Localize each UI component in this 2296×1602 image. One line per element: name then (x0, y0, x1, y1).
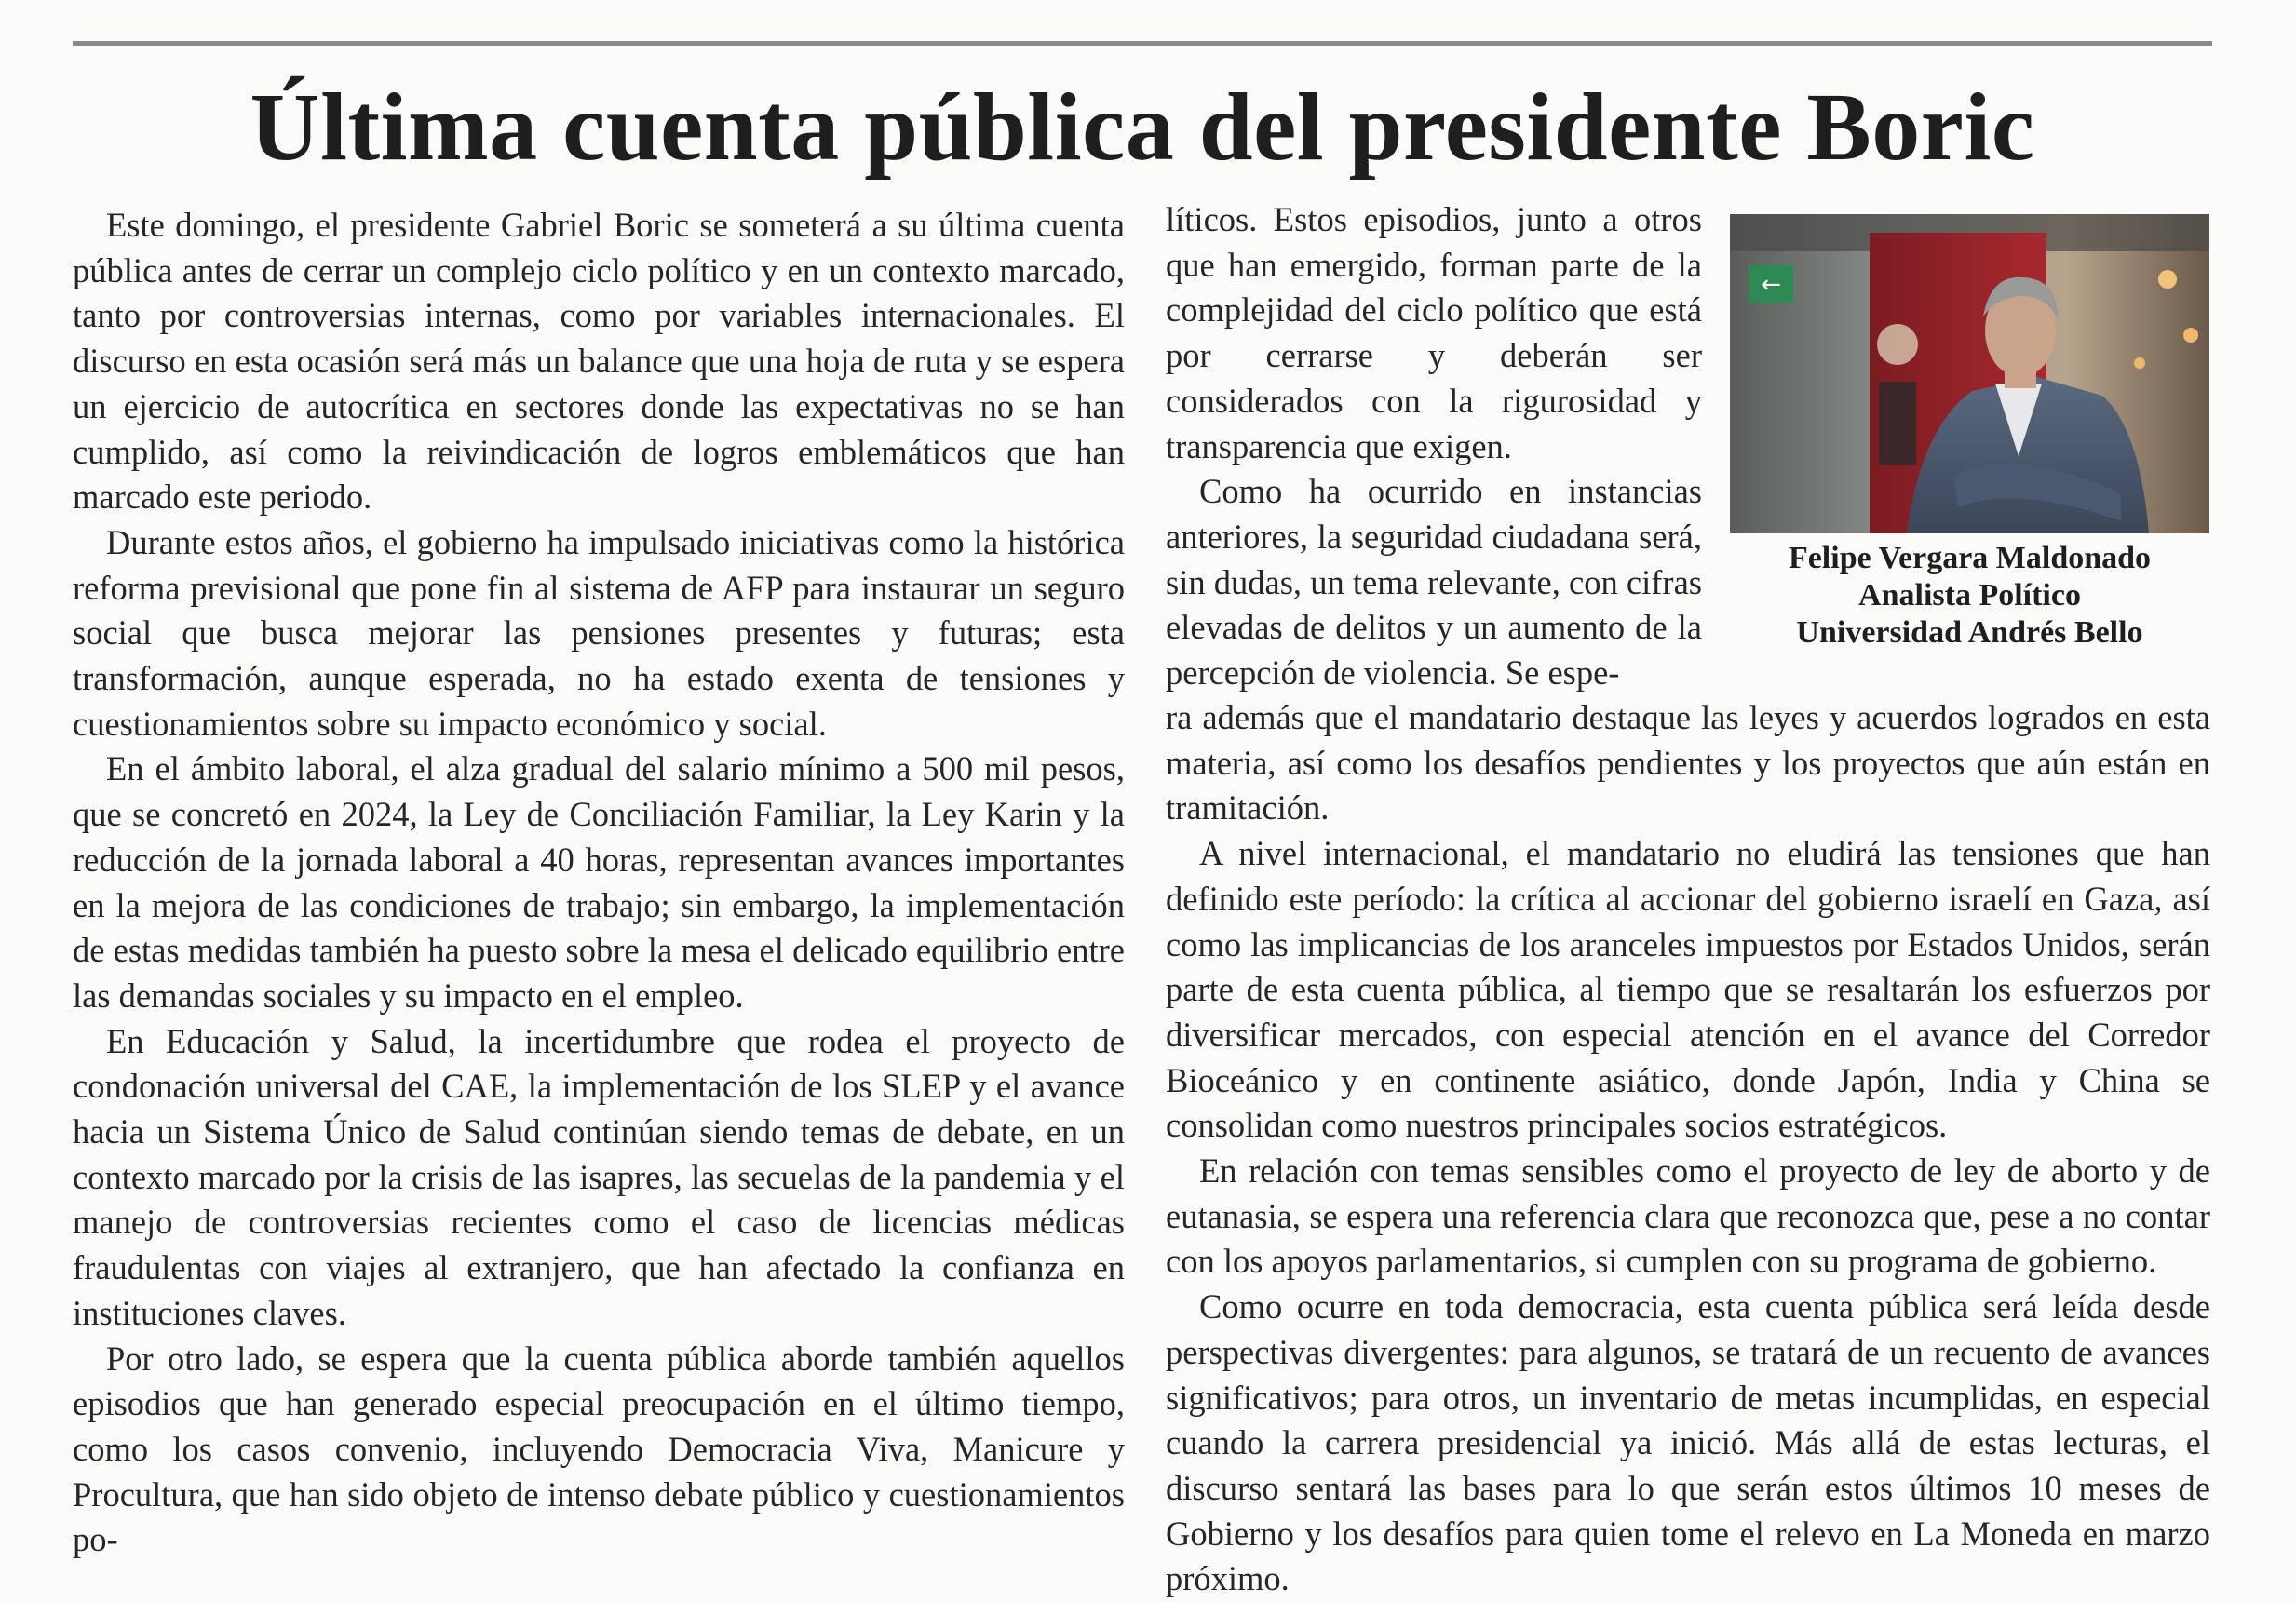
article-column-right-narrow (1166, 197, 1702, 695)
author-role: Analista Político (1858, 578, 2081, 613)
author-caption (1730, 540, 2209, 652)
paragraph: Por otro lado, se espera que la cuenta pública aborde también aquellos episodios que han generado especial preocupación en el último tiempo, como los casos convenio, incluyendo Democracia Viva, Manicure y Procultura, que han sido objeto de intenso debate público y cuestionamientos po- (73, 1339, 1125, 1559)
paragraph: A nivel internacional, el mandatario no eludirá las tensiones que han definido este período: la crítica al accionar del gobierno israelí en Gaza, así como las implicancias de los aranceles impuestos por Estados Unidos, serán parte de esta cuenta pública, al tiempo que se resaltarán los esfuerzos por diversificar mercados, con especial atención en el avance del Corredor Bioceánico y en continente asiático, donde Japón, India y China se consolidan como nuestros principales socios estratégicos. (1166, 834, 2210, 1145)
author-institution: Universidad Andrés Bello (1796, 615, 2143, 650)
paragraph-continuation: líticos. Estos episodios, junto a otros que han emergido, forman parte de la complejidad del ciclo político que está por cerrarse y deberán ser considerados con la rigurosidad y transparencia que exigen. (1166, 200, 1702, 465)
paragraph: Este domingo, el presidente Gabriel Boric se someterá a su última cuenta pública antes de cerrar un complejo ciclo político y en un contexto marcado, tanto por controversias internas, como por variables internacionales. El discurso en esta ocasión será más un balance que una hoja de ruta y se espera un ejercicio de autocrítica en sectores donde las expectativas no se han cumplido, así como la reivindicación de logros emblemáticos que han marcado este periodo. (73, 206, 1125, 517)
author-name: Felipe Vergara Maldonado (1788, 541, 2152, 575)
paragraph: Como ocurre en toda democracia, esta cuenta pública será leída desde perspectivas divergentes: para algunos, se tratará de un recuento de avances significativos; para otros, un inventario de metas incumplidas, en especial cuando la carrera presidencial ya inició. Más allá de estas lecturas, el discurso sentará las bases para lo que serán estos últimos 10 meses de Gobierno y los desafíos para quien tome el relevo en La Moneda en marzo próximo. (1166, 1287, 2210, 1598)
author-photo (1730, 214, 2209, 533)
article-title: Última cuenta pública del presidente Boric (250, 74, 2035, 181)
arrow-left-icon: ← (1761, 271, 1781, 299)
paragraph: Durante estos años, el gobierno ha impulsado iniciativas como la histórica reforma previsional que pone fin al sistema de AFP para instaurar un seguro social que busca mejorar las pensiones presentes y futuras; esta transformación, aunque esperada, no ha estado exenta de tensiones y cuestionamientos sobre su impacto económico y social. (73, 522, 1125, 743)
top-rule (73, 41, 2212, 46)
article-column-right-wide (1166, 695, 2210, 1598)
paragraph: En Educación y Salud, la incertidumbre que rodea el proyecto de condonación universal del CAE, la implementación de los SLEP y el avance hacia un Sistema Único de Salud continúan siendo temas de debate, en un contexto marcado por la crisis de las isapres, las secuelas de la pandemia y el manejo de controversias recientes como el caso de licencias médicas fraudulentas con viajes al extranjero, que han afectado la confianza en instituciones claves. (73, 1021, 1125, 1332)
paragraph: En el ámbito laboral, el alza gradual del salario mínimo a 500 mil pesos, que se concretó en 2024, la Ley de Conciliación Familiar, la Ley Karin y la reducción de la jornada laboral a 40 horas, representan avances importantes en la mejora de las condiciones de trabajo; sin embargo, la implementación de estas medidas también ha puesto sobre la mesa el delicado equilibrio entre las demandas sociales y su impacto en el empleo. (73, 749, 1125, 1015)
article-column-left (73, 203, 1125, 1559)
paragraph: Como ha ocurrido en instancias anteriores, la seguridad ciudadana será, sin dudas, un tema relevante, con cifras elevadas de delitos y un aumento de la percepción de violencia. Se espe- (1166, 472, 1702, 693)
paragraph: En relación con temas sensibles como el proyecto de ley de aborto y de eutanasia, se espera una referencia clara que reconozca que, pese a no contar con los apoyos parlamentarios, si cumplen con su programa de gobierno. (1166, 1151, 2210, 1281)
paragraph-continuation: ra además que el mandatario destaque las leyes y acuerdos logrados en esta materia, así como los desafíos pendientes y los proyectos que aún están en tramitación. (1166, 698, 2210, 828)
